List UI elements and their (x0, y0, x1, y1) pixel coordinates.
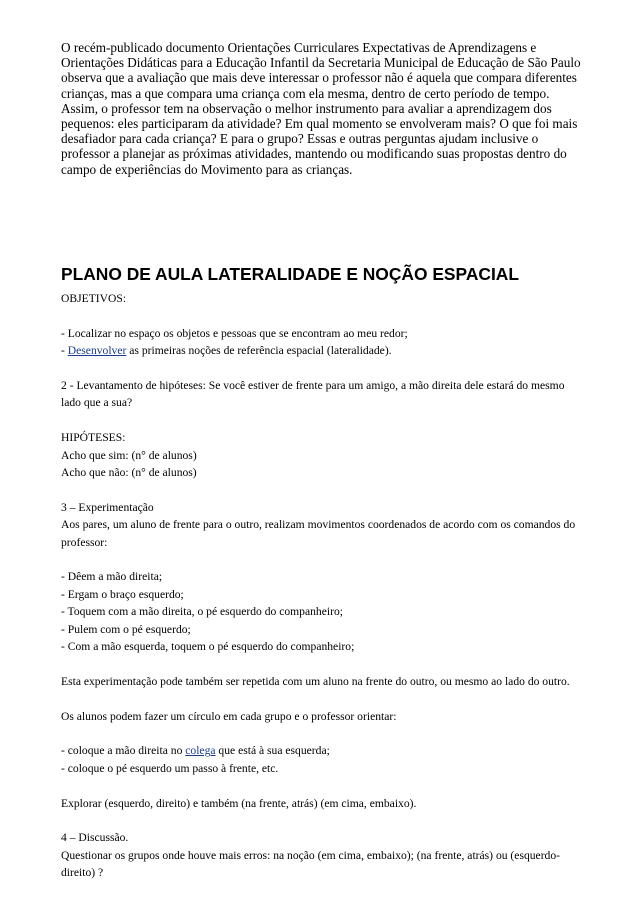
experimentation-text: Aos pares, um aluno de frente para o outro, realizam movimentos coordenados de acordo com os comandos do professor: (61, 518, 576, 549)
command-item: - Toquem com a mão direita, o pé esquerdo do companheiro; (61, 605, 343, 619)
hypothesis-no: Acho que não: (n° de alunos) (61, 466, 197, 480)
commands-list (61, 568, 581, 655)
discussion-heading: 4 – Discussão. (61, 831, 129, 845)
orientations-list (61, 742, 581, 777)
document-page (61, 40, 581, 880)
hypotheses-heading: HIPÓTESES: (61, 431, 126, 445)
discussion-text: Questionar os grupos onde houve mais erros: na noção (em cima, embaixo); (na frente, atrás) ou (esquerdo-direito) ? (61, 848, 561, 880)
desenvolver-link[interactable]: Desenvolver (67, 344, 127, 358)
orientation-item-prefix: - coloque a mão direita no (61, 744, 186, 758)
explore-note: Explorar (esquerdo, direito) e também (na frente, atrás) (em cima, embaixo). (61, 796, 417, 810)
page-title: PLANO DE AULA LATERALIDADE E NOÇÃO ESPACIAL (61, 264, 519, 284)
hypothesis-question: 2 - Levantamento de hipóteses: Se você estiver de frente para um amigo, a mão direita dele estará do mesmo lado que a sua? (61, 379, 565, 410)
colega-link[interactable]: colega (185, 744, 216, 758)
objective-item-prefix: - (61, 344, 68, 358)
experimentation-section (61, 499, 581, 551)
intro-paragraph: O recém-publicado documento Orientações Curriculares Expectativas de Aprendizagens e Orientações Didáticas para a Educação Infantil da Secretaria Municipal de Educação de São Paulo observa que a avaliação que mais deve interessar o professor não é aquela que compara diferentes crianças, mas a que compara uma criança com ela mesma, dentro de certo período de tempo. Assim, o professor tem na observação o melhor instrumento para avaliar a aprendizagem dos pequenos: eles participaram da atividade? Em qual momento se envolveram mais? O que foi mais desafiador para cada criança? E para o grupo? Essas e outras perguntas ajudam inclusive o professor a planejar as próximas atividades, mantendo ou modificando suas propostas dentro do campo de experiências do Movimento para as crianças. (61, 40, 581, 177)
experimentation-heading: 3 – Experimentação (61, 500, 154, 514)
discussion-section (61, 829, 581, 881)
objectives-heading: OBJETIVOS: (61, 292, 127, 305)
repetition-note: Esta experimentação pode também ser repetida com um aluno na frente do outro, ou mesmo ao lado do outro. (61, 674, 570, 688)
command-item: - Pulem com o pé esquerdo; (61, 622, 191, 636)
command-item: - Com a mão esquerda, toquem o pé esquerdo do companheiro; (61, 640, 355, 654)
objectives-section (61, 290, 581, 307)
hypothesis-yes: Acho que sim: (n° de alunos) (61, 448, 197, 462)
circle-instruction: Os alunos podem fazer um círculo em cada grupo e o professor orientar: (61, 709, 397, 723)
orientation-item: - coloque o pé esquerdo um passo à frente, etc. (61, 761, 279, 775)
command-item: - Ergam o braço esquerdo; (61, 587, 184, 601)
lesson-plan-body (61, 290, 581, 899)
objective-item-suffix: as primeiras noções de referência espacial (lateralidade). (126, 344, 392, 358)
objective-item: - Localizar no espaço os objetos e pessoas que se encontram ao meu redor; (61, 326, 408, 340)
hypotheses-section (61, 429, 581, 481)
orientation-item-suffix: que está à sua esquerda; (215, 744, 330, 758)
command-item: - Dêem a mão direita; (61, 570, 163, 584)
objectives-list (61, 325, 581, 360)
